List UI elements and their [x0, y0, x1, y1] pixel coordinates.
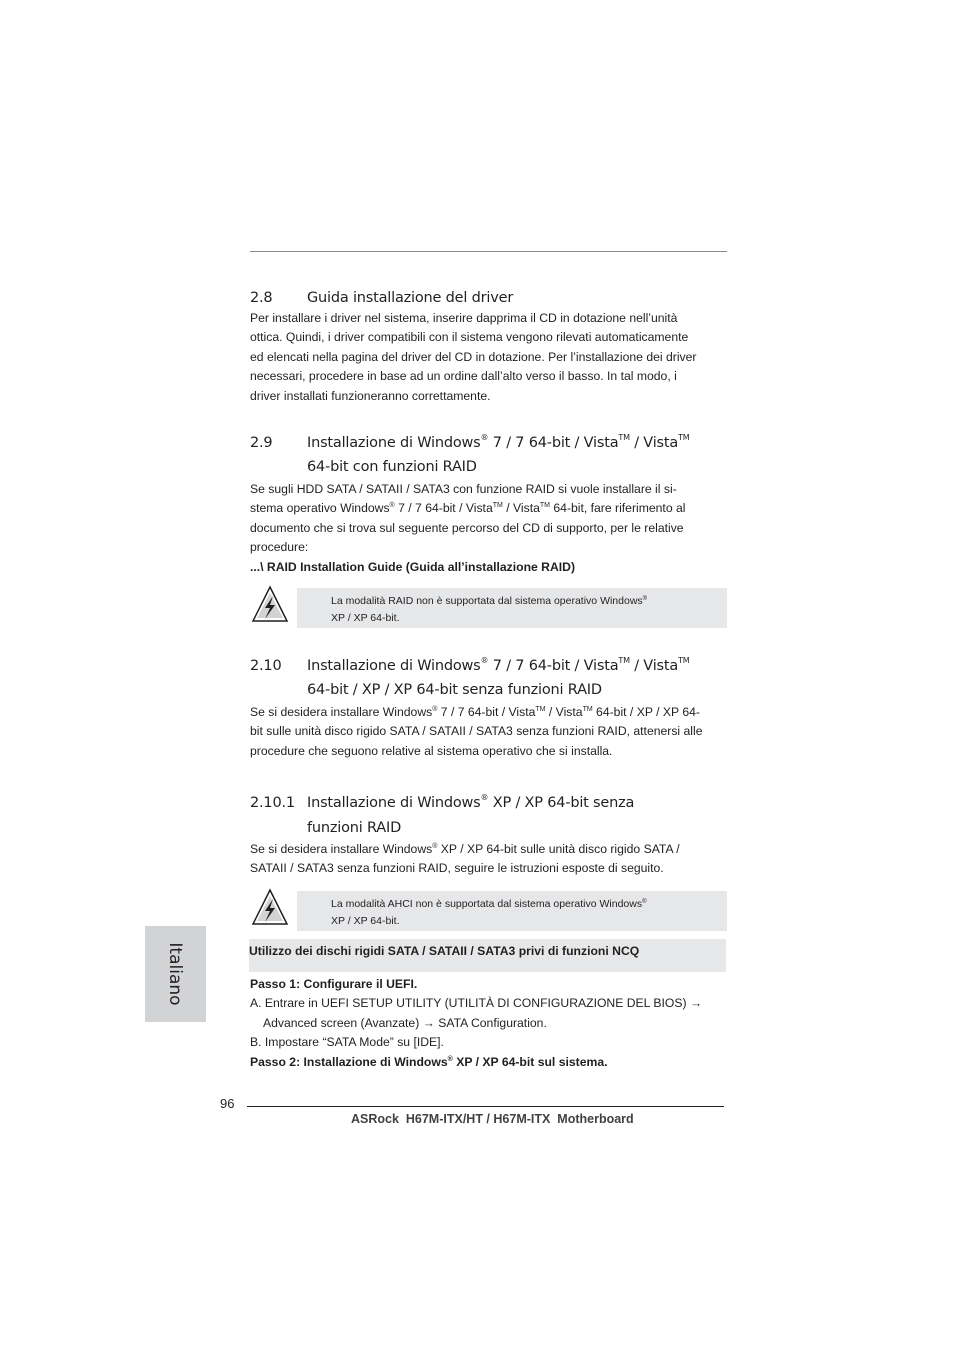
page-number: 96	[220, 1096, 235, 1111]
section-title: Guida installazione del driver	[307, 290, 514, 306]
section-number: 2.8	[250, 290, 273, 306]
body-line: Se si desidera installare Windows® XP / XP 64-bit sulle unità disco rigido SATA /	[250, 842, 680, 856]
note-raid-unsupported	[297, 588, 727, 628]
ncq-heading-bar	[249, 939, 726, 972]
note-text: La modalità AHCI non è supportata dal sistema operativo Windows® XP / XP 64-bit.	[331, 898, 647, 927]
section-2-10-1-body	[250, 840, 730, 879]
section-title-line-2: 64-bit / XP / XP 64-bit senza funzioni RAID	[307, 682, 602, 698]
ncq-heading: Utilizzo dei dischi rigidi SATA / SATAII / SATA3 privi di funzioni NCQ	[249, 944, 640, 958]
section-title-line-1: Installazione di Windows® 7 / 7 64-bit / Vista™ / Vista™	[307, 656, 690, 674]
body-line: Se sugli HDD SATA / SATAII / SATA3 con funzione RAID si vuole installare il si-	[250, 482, 677, 496]
raid-guide-path: ...\ RAID Installation Guide (Guida all’installazione RAID)	[250, 559, 576, 574]
body-line: Per installare i driver nel sistema, inserire dapprima il CD in dotazione nell’unità	[250, 311, 678, 325]
section-2-10-1-heading	[250, 791, 730, 841]
body-line: ottica. Quindi, i driver compatibili con il sistema vengono rilevati automaticamente	[250, 330, 689, 345]
note-text: La modalità RAID non è supportata dal sistema operativo Windows® XP / XP 64-bit.	[331, 595, 648, 624]
section-2-9-body	[250, 480, 730, 577]
warning-icon	[250, 584, 290, 624]
section-title-line-1: Installazione di Windows® 7 / 7 64-bit / Vista™ / Vista™	[307, 433, 690, 451]
body-line: procedure:	[250, 540, 309, 555]
section-title-line-1: Installazione di Windows® XP / XP 64-bit senza	[307, 793, 635, 811]
section-number: 2.10.1	[250, 795, 295, 811]
language-label: Italiano	[165, 942, 186, 1006]
body-line: SATAII / SATA3 senza funzioni RAID, seguire le istruzioni esposte di seguito.	[250, 861, 664, 876]
section-2-8-heading	[250, 286, 730, 310]
section-2-10-heading	[250, 654, 730, 702]
section-number: 2.10	[250, 658, 282, 674]
body-line: Se si desidera installare Windows® 7 / 7 64-bit / Vista™ / Vista™ 64-bit / XP / XP 64-	[250, 705, 700, 719]
step-a-line-2: Advanced screen (Avanzate) → SATA Configuration.	[263, 1015, 547, 1030]
body-line: procedure che seguono relative al sistema operativo che si installa.	[250, 743, 613, 758]
body-line: ed elencati nella pagina del driver del CD in dotazione. Per l’installazione dei driver	[250, 349, 697, 364]
step-a-line-1: A. Entrare in UEFI SETUP UTILITY (UTILITÀ DI CONFIGURAZIONE DEL BIOS) →	[250, 996, 703, 1011]
warning-icon	[250, 887, 290, 927]
step-2-title: Passo 2: Installazione di Windows® XP / XP 64-bit sul sistema.	[250, 1054, 608, 1069]
body-line: stema operativo Windows® 7 / 7 64-bit / Vista™ / Vista™ 64-bit, fare riferimento al	[250, 501, 686, 516]
step-b: B. Impostare “SATA Mode” su [IDE].	[250, 1035, 444, 1050]
header-rule	[250, 251, 727, 252]
body-line: driver installati funzioneranno correttamente.	[250, 388, 491, 403]
section-title-line-2: funzioni RAID	[307, 820, 402, 836]
body-line: necessari, procedere in base ad un ordine dall’alto verso il basso. In tal modo, i	[250, 369, 677, 384]
step-1-title: Passo 1: Configurare il UEFI.	[250, 977, 418, 991]
footer-rule	[247, 1106, 724, 1107]
section-2-10-body	[250, 703, 730, 761]
section-number: 2.9	[250, 435, 273, 451]
footer-product-name: ASRock H67M-ITX/HT / H67M-ITX Motherboard	[351, 1112, 634, 1126]
body-line: bit sulle unità disco rigido SATA / SATAII / SATA3 senza funzioni RAID, attenersi alle	[250, 724, 703, 739]
body-line: documento che si trova sul seguente percorso del CD di supporto, per le relative	[250, 520, 684, 535]
section-2-9-heading	[250, 431, 730, 479]
language-side-tab	[145, 926, 206, 1022]
steps	[250, 975, 730, 1072]
note-ahci-unsupported	[297, 891, 727, 931]
section-2-8-body	[250, 309, 730, 406]
section-title-line-2: 64-bit con funzioni RAID	[307, 459, 477, 475]
